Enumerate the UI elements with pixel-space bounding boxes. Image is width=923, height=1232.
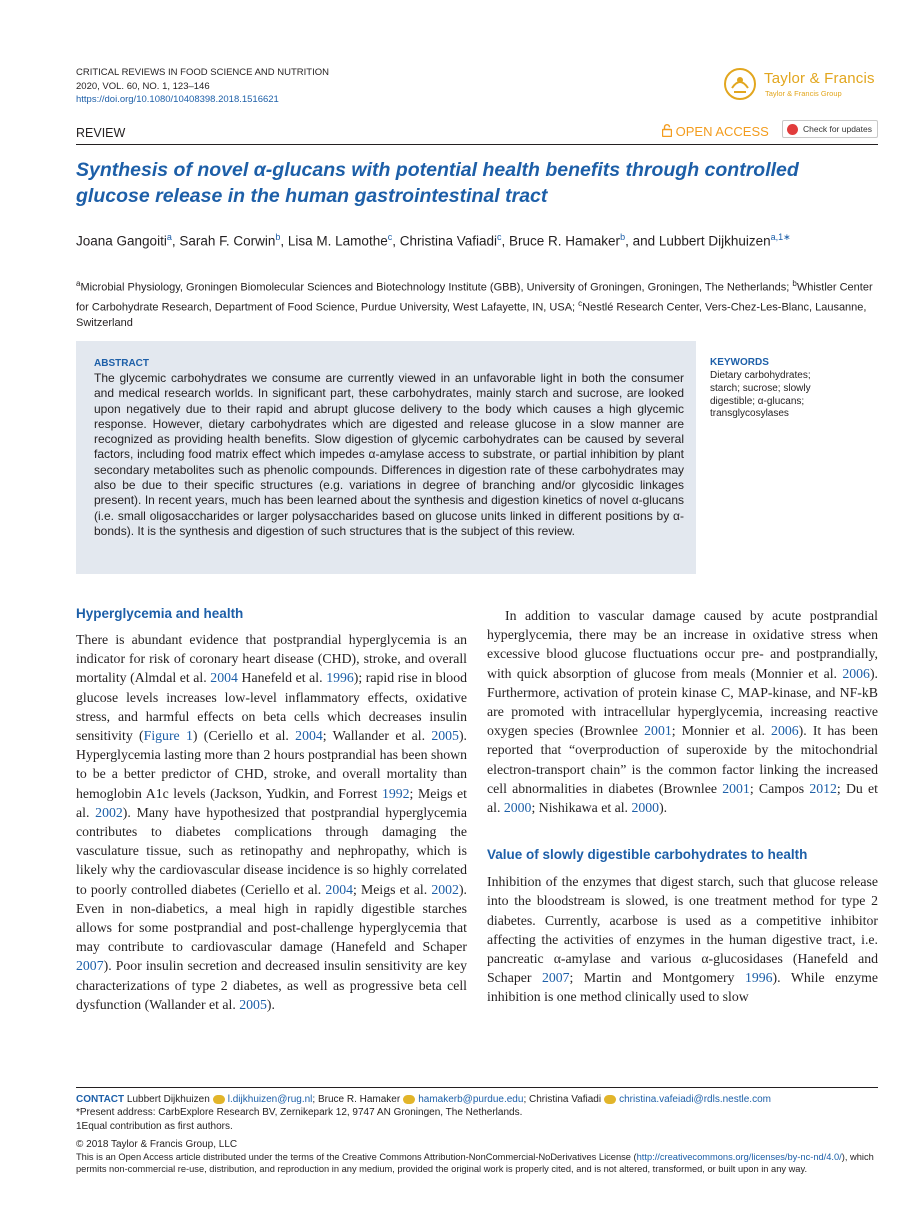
text-run: In addition to vascular damage caused by acute postprandial hyperglycemia, there may be an increase in oxidative stress when excessive blood glucose fluctuations occur pre- and postprandially, with quick absorption of glucose from meals (Monnier et al. xyxy=(487,608,878,681)
citation-link[interactable]: 2006 xyxy=(771,723,799,739)
affiliation-text: Nestlé Research Center, Vers-Chez-Les-Blanc, Lausanne, Switzerland xyxy=(76,301,867,330)
contact-name: ; Christina Vafiadi xyxy=(523,1094,602,1105)
text-run: ) (Ceriello et al. xyxy=(192,728,296,744)
citation-link[interactable]: 2002 xyxy=(431,881,459,897)
author-affil-mark: c xyxy=(387,232,393,242)
citation-link[interactable]: 2004 xyxy=(325,881,354,897)
abstract-heading: ABSTRACT xyxy=(94,358,149,369)
author-name: , Lisa M. Lamothe xyxy=(280,233,388,249)
text-run: ). While enzyme inhibition is one method clinically used to slow xyxy=(487,970,878,1005)
contact-name: Lubbert Dijkhuizen xyxy=(126,1094,210,1105)
email-link[interactable]: hamakerb@purdue.edu xyxy=(418,1094,524,1105)
present-address: *Present address: CarbExplore Research BV, Zernikepark 12, 9747 AN Groningen, The Netherlands. xyxy=(76,1107,523,1118)
citation-link[interactable]: 2004 xyxy=(295,728,323,744)
footer-rule xyxy=(76,1087,878,1088)
citation-link[interactable]: 1992 xyxy=(381,785,410,801)
citation-link[interactable]: 2007 xyxy=(76,958,104,974)
body-paragraph xyxy=(487,872,878,1006)
email-icon xyxy=(403,1095,415,1104)
body-paragraph xyxy=(487,606,878,817)
check-for-updates-button[interactable] xyxy=(782,120,878,138)
contact-label: CONTACT xyxy=(76,1094,125,1105)
abstract-text: The glycemic carbohydrates we consume are currently viewed in an unfavorable light in both the consumer and medical research worlds. In significant part, these carbohydrates, mainly starch and sucrose, are looked upon negatively due to their rapid and abrupt glucose delivery to the body which causes a high glycemic response. However, dietary carbohydrates which are digested and release glucose in a slow manner are recognized as providing health benefits. Slow digestion of glycemic carbohydrates can be caused by several factors, including food matrix effect which impedes α-amylase access to substrate, or partial inhibition by plant secondary metabolites such as phenolic compounds. Differences in digestion rate of these carbohydrates may also be due to their specific structures (e.g. variations in degree of branching and/or glycosidic linkages present). In recent years, much has been learned about the synthesis and digestion kinetics of novel α-glucans (i.e. small oligosaccharides or larger polysaccharides based on glucose units linked in different positions by α-bonds). It is the synthesis and digestion of such structures that is the subject of this review. xyxy=(94,371,684,538)
license-text xyxy=(76,1151,878,1175)
check-updates-icon xyxy=(787,124,798,135)
email-icon xyxy=(604,1095,616,1104)
volume-info: 2020, VOL. 60, NO. 1, 123–146 xyxy=(76,80,210,92)
citation-link[interactable]: 1996 xyxy=(744,970,773,986)
author-affil-mark: a xyxy=(166,232,172,242)
text-run: ), which permits non-commercial re-use, distribution, and reproduction in any medium, provided the original work is properly cited, and is not altered, transformed, or built upon in any way. xyxy=(76,1152,874,1174)
citation-link[interactable]: 2000 xyxy=(503,800,532,816)
section-heading: Value of slowly digestible carbohydrates to health xyxy=(487,847,808,863)
text-run: ; Nishikawa et al. xyxy=(531,800,632,816)
affiliations xyxy=(76,276,878,332)
license-link[interactable]: http://creativecommons.org/licenses/by-nc-nd/4.0/ xyxy=(636,1152,842,1162)
affil-mark: c xyxy=(578,299,583,309)
author-list xyxy=(76,228,866,251)
body-column-left xyxy=(76,606,467,1014)
text-run: ; Wallander et al. xyxy=(322,728,432,744)
open-access-label: OPEN ACCESS xyxy=(675,124,769,139)
text-run: ). xyxy=(266,996,275,1012)
author-name: , Sarah F. Corwin xyxy=(171,233,276,249)
check-updates-label: Check for updates xyxy=(803,124,872,134)
citation-link[interactable]: 2005 xyxy=(239,996,267,1012)
open-access-badge xyxy=(662,124,769,139)
text-run: Inhibition of the enzymes that digest starch, such that glucose release into the bloodstream is slowed, is one treatment method for type 2 diabetes. Currently, acarbose is used as a competitive inhibitor affecting the activities of enzymes in the human digestive tract, i.e. pancreatic α-amylase and various α-glucosidases (Hanefeld and Schaper xyxy=(487,874,878,986)
email-link[interactable]: l.dijkhuizen@rug.nl xyxy=(227,1094,313,1105)
text-run: ). xyxy=(659,800,668,816)
citation-link[interactable]: 2012 xyxy=(809,780,837,796)
section-heading: Hyperglycemia and health xyxy=(76,606,244,621)
email-link[interactable]: christina.vafeiadi@rdls.nestle.com xyxy=(619,1094,771,1105)
text-run: ; Meigs et al. xyxy=(353,881,432,897)
journal-name: CRITICAL REVIEWS IN FOOD SCIENCE AND NUTRITION xyxy=(76,67,330,78)
text-run: ; Du et al. xyxy=(487,780,878,816)
text-run: ). Hyperglycemia lasting more than 2 hours postprandial has been shown to be a better predictor of CHD, stroke, and overall mortality than hemoglobin A1c levels (Jackson, Yudkin, and Forrest xyxy=(76,728,467,801)
header-rule xyxy=(76,144,878,145)
publisher-group: Taylor & Francis Group xyxy=(765,89,842,98)
affiliation-text: Microbial Physiology, Groningen Biomolecular Sciences and Biotechnology Institute (GBB), University of Groningen, Groningen, The Netherlands; xyxy=(80,281,793,294)
text-run: Hanefeld et al. xyxy=(237,670,327,686)
citation-link[interactable]: 2002 xyxy=(95,804,123,820)
text-run: ); rapid rise in blood glucose levels increases low-level inflammatory effects, oxidative stress, and harmful effects on beta cells which decreases insulin sensitivity ( xyxy=(76,670,468,744)
affiliation-text: Whistler Center for Carbohydrate Research, Department of Food Science, Purdue University, West Lafayette, IN, USA; xyxy=(76,281,873,314)
body-paragraph xyxy=(76,630,467,1014)
keywords-text: Dietary carbohydrates; starch; sucrose; slowly digestible; α-glucans; transglycosylases xyxy=(710,370,811,420)
contact-name: ; Bruce R. Hamaker xyxy=(312,1094,401,1105)
body-column-right xyxy=(487,606,878,1007)
open-lock-icon xyxy=(662,124,672,137)
citation-link[interactable]: 2001 xyxy=(722,780,750,796)
author-name: , and Lubbert Dijkhuizen xyxy=(625,233,771,249)
author-affil-mark: a,1∗ xyxy=(770,232,791,242)
contact-line xyxy=(76,1094,878,1107)
author-name: Joana Gangoiti xyxy=(76,233,167,249)
author-affil-mark: b xyxy=(275,232,281,242)
text-run: ; Meigs et al. xyxy=(76,785,467,820)
citation-link[interactable]: 2006 xyxy=(842,665,870,681)
equal-contribution: 1Equal contribution as first authors. xyxy=(76,1121,233,1132)
citation-link[interactable]: 2005 xyxy=(431,728,459,744)
text-run: ). It has been reported that “overproduction of superoxide by the mitochondrial electron-transport chain” is the common factor linking the increased cell abnormalities in diabetes (Brownlee xyxy=(487,723,878,796)
text-run: ). Poor insulin secretion and decreased insulin sensitivity are key characterizations of type 2 diabetes, as well as progressive beta cell dysfunction (Wallander et al. xyxy=(76,958,467,1012)
publisher-name: Taylor & Francis xyxy=(764,70,875,87)
email-icon xyxy=(213,1095,225,1104)
copyright: © 2018 Taylor & Francis Group, LLC xyxy=(76,1139,238,1150)
figure-link[interactable]: Figure 1 xyxy=(143,728,193,744)
article-type: REVIEW xyxy=(76,126,126,140)
citation-link[interactable]: 2001 xyxy=(644,723,672,739)
author-affil-mark: b xyxy=(620,232,626,242)
text-run: ; Monnier et al. xyxy=(671,723,772,739)
author-name: , Christina Vafiadi xyxy=(392,233,498,249)
text-run: ; Campos xyxy=(749,780,810,796)
doi-link[interactable]: https://doi.org/10.1080/10408398.2018.1516621 xyxy=(76,94,279,105)
citation-link[interactable]: 2000 xyxy=(631,800,660,816)
affil-mark: b xyxy=(792,279,797,288)
journal-info xyxy=(76,66,329,107)
text-run: ). Furthermore, activation of protein kinase C, MAP-kinase, and NF-kB are promoted with intracellular hyperglycemia, increasing reactive oxygen species (Brownlee xyxy=(487,665,878,739)
text-run: There is abundant evidence that postprandial hyperglycemia is an indicator for risk of coronary heart disease (CHD), stroke, and overall mortality (Almdal et al. xyxy=(76,632,467,686)
text-run: This is an Open Access article distributed under the terms of the Creative Commons Attribution-NonCommercial-NoDerivatives License ( xyxy=(76,1152,637,1162)
text-run: ). Even in non-diabetics, a meal high in rapidly digestible starches allows for some postprandial and post-challenge hyperglycemia that may contribute to cardiovascular damage (Hanefeld and Schaper xyxy=(76,881,467,955)
citation-link[interactable]: 2004 xyxy=(210,670,238,686)
keywords-heading: KEYWORDS xyxy=(710,357,769,368)
author-affil-mark: c xyxy=(497,232,502,242)
citation-link[interactable]: 2007 xyxy=(541,970,570,986)
author-name: , Bruce R. Hamaker xyxy=(501,233,621,249)
affil-mark: a xyxy=(76,279,81,288)
text-run: ). Many have hypothesized that postprandial hyperglycemia contributes to diabetes complications through damaging the vasculature tissue, such as retinopathy and nephropathy, which is likely why the cardiovascular disease incidence is so highly correlated to poorly controlled diabetes (Ceriello et al. xyxy=(76,804,467,897)
taylor-francis-logo-icon xyxy=(722,66,758,102)
citation-link[interactable]: 1996 xyxy=(326,670,354,686)
text-run: ; Martin and Montgomery xyxy=(569,970,745,986)
article-title: Synthesis of novel α-glucans with potential health benefits through controlled glucose release in the human gastrointestinal tract xyxy=(76,159,799,207)
